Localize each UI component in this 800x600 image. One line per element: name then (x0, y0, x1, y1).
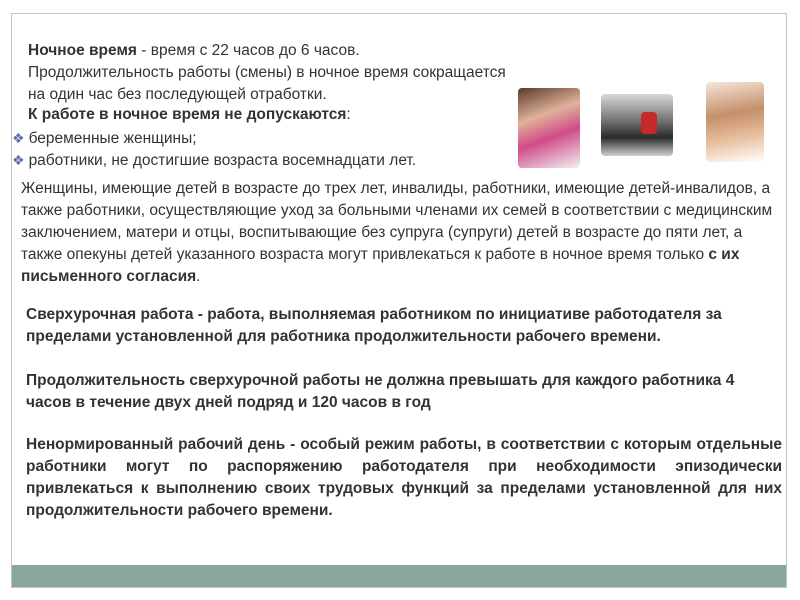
consent-paragraph (21, 178, 775, 288)
irregular-day-paragraph: Ненормированный рабочий день - особый режим работы, в соответствии с которым отдельные работники могут по распоряжению работодателя при необходимости эпизодически привлекаться к выполнению своих трудовых функций за пределами установленной для них продолжительности рабочего времени. (26, 436, 782, 519)
consent-text: Женщины, имеющие детей в возрасте до трех лет, инвалиды, работники, имеющие детей-инвалидов, а также работники, осуществляющие уход за больными членами их семей в соответствии с медицинским заключением, матери и отцы, воспитывающие без супруга (супруги) детей в возрасте до пяти лет, а также опекуны детей указанного возраста могут привлекаться к работе в ночное время только (21, 180, 773, 263)
not-allowed-heading (28, 104, 351, 126)
diamond-bullet-icon: ❖ (12, 152, 25, 168)
consent-bold: с их письменного согласия (21, 246, 740, 285)
overtime-limit-paragraph: Продолжительность сверхурочной работы не должна превышать для каждого работника 4 часов в течение двух дней подряд и 120 часов в год (26, 372, 735, 411)
footer-bar (12, 565, 786, 587)
office-workers-photo (601, 94, 673, 156)
list-item-text: беременные женщины; (28, 130, 197, 147)
not-allowed-heading-text: К работе в ночное время не допускаются (28, 106, 347, 123)
slide (11, 13, 787, 588)
diamond-bullet-icon: ❖ (12, 130, 25, 146)
mother-child-photo (706, 82, 764, 162)
list-item-text: работники, не достигшие возраста восемнадцати лет. (28, 152, 417, 169)
list-item (12, 127, 197, 150)
night-time-term: Ночное время (28, 42, 137, 59)
consent-end: . (196, 268, 201, 285)
night-time-paragraph (28, 40, 508, 106)
list-item (12, 149, 416, 172)
night-time-text: - время с 22 часов до 6 часов. Продолжительность работы (смены) в ночное время сокращается на один час без последующей отработки. (28, 42, 506, 103)
overtime-paragraph: Сверхурочная работа - работа, выполняемая работником по инициативе работодателя за пределами установленной для работника продолжительности рабочего времени. (26, 306, 722, 345)
pregnant-woman-photo (518, 88, 580, 168)
not-allowed-colon: : (346, 106, 351, 123)
